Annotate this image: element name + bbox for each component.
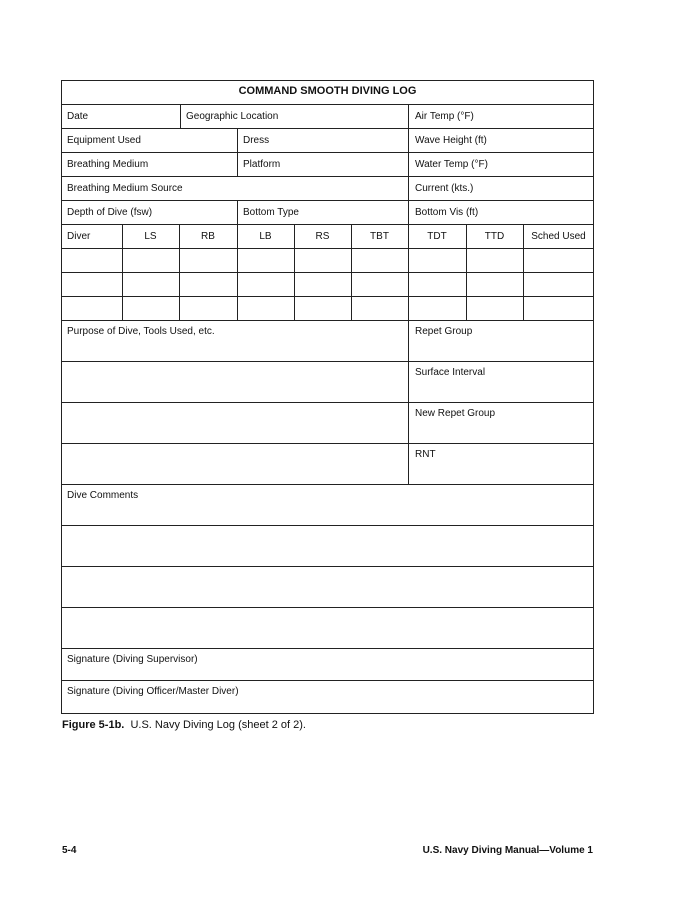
rule	[61, 224, 593, 225]
manual-title: U.S. Navy Diving Manual—Volume 1	[422, 845, 593, 856]
rule	[237, 128, 238, 152]
dress-label: Dress	[243, 135, 270, 146]
rule	[61, 200, 593, 201]
rule	[61, 361, 593, 362]
rule	[61, 648, 593, 649]
equipment-used-label: Equipment Used	[67, 135, 141, 146]
col-header-sched-used: Sched Used	[531, 231, 586, 242]
water-temp-label: Water Temp (°F)	[415, 159, 488, 170]
rule	[61, 566, 593, 567]
signature-supervisor-label: Signature (Diving Supervisor)	[67, 654, 198, 665]
air-temp-label: Air Temp (°F)	[415, 111, 474, 122]
depth-of-dive-label: Depth of Dive (fsw)	[67, 207, 153, 218]
rule	[61, 176, 593, 177]
rule	[61, 680, 593, 681]
rule	[61, 320, 593, 321]
new-repet-group-label: New Repet Group	[415, 408, 496, 419]
figure-text: U.S. Navy Diving Log (sheet 2 of 2).	[130, 719, 306, 731]
col-header-rb: RB	[201, 231, 215, 242]
wave-height-label: Wave Height (ft)	[415, 135, 487, 146]
rnt-label: RNT	[415, 449, 436, 460]
rule	[61, 525, 593, 526]
diving-log-form	[61, 80, 594, 714]
surface-interval-label: Surface Interval	[415, 367, 486, 378]
col-header-ls: LS	[144, 231, 157, 242]
rule	[61, 104, 593, 105]
rule	[61, 484, 593, 485]
platform-label: Platform	[243, 159, 281, 170]
date-label: Date	[67, 111, 89, 122]
breathing-medium-label: Breathing Medium	[67, 159, 149, 170]
rule	[61, 402, 593, 403]
signature-officer-label: Signature (Diving Officer/Master Diver)	[67, 686, 239, 697]
figure-label: Figure 5-1b.	[62, 719, 125, 731]
form-title: COMMAND SMOOTH DIVING LOG	[238, 85, 417, 97]
col-header-tbt: TBT	[370, 231, 389, 242]
rule	[408, 320, 409, 484]
rule	[61, 296, 593, 297]
rule	[61, 128, 593, 129]
purpose-label: Purpose of Dive, Tools Used, etc.	[67, 326, 215, 337]
figure-caption	[62, 719, 306, 731]
bottom-vis-label: Bottom Vis (ft)	[415, 207, 479, 218]
rule	[61, 152, 593, 153]
breathing-medium-source-label: Breathing Medium Source	[67, 183, 183, 194]
col-header-lb: LB	[259, 231, 272, 242]
rule	[61, 607, 593, 608]
col-header-diver: Diver	[67, 231, 91, 242]
rule	[180, 104, 181, 128]
dive-comments-label: Dive Comments	[67, 490, 139, 501]
rule	[61, 248, 593, 249]
bottom-type-label: Bottom Type	[243, 207, 299, 218]
col-header-rs: RS	[315, 231, 330, 242]
current-label: Current (kts.)	[415, 183, 474, 194]
rule	[61, 443, 593, 444]
col-header-tdt: TDT	[427, 231, 447, 242]
repet-group-label: Repet Group	[415, 326, 473, 337]
page-number: 5-4	[62, 845, 77, 856]
col-header-ttd: TTD	[484, 231, 505, 242]
rule	[408, 104, 409, 224]
rule	[237, 152, 238, 176]
rule	[61, 272, 593, 273]
rule	[237, 200, 238, 224]
geographic-location-label: Geographic Location	[186, 111, 279, 122]
